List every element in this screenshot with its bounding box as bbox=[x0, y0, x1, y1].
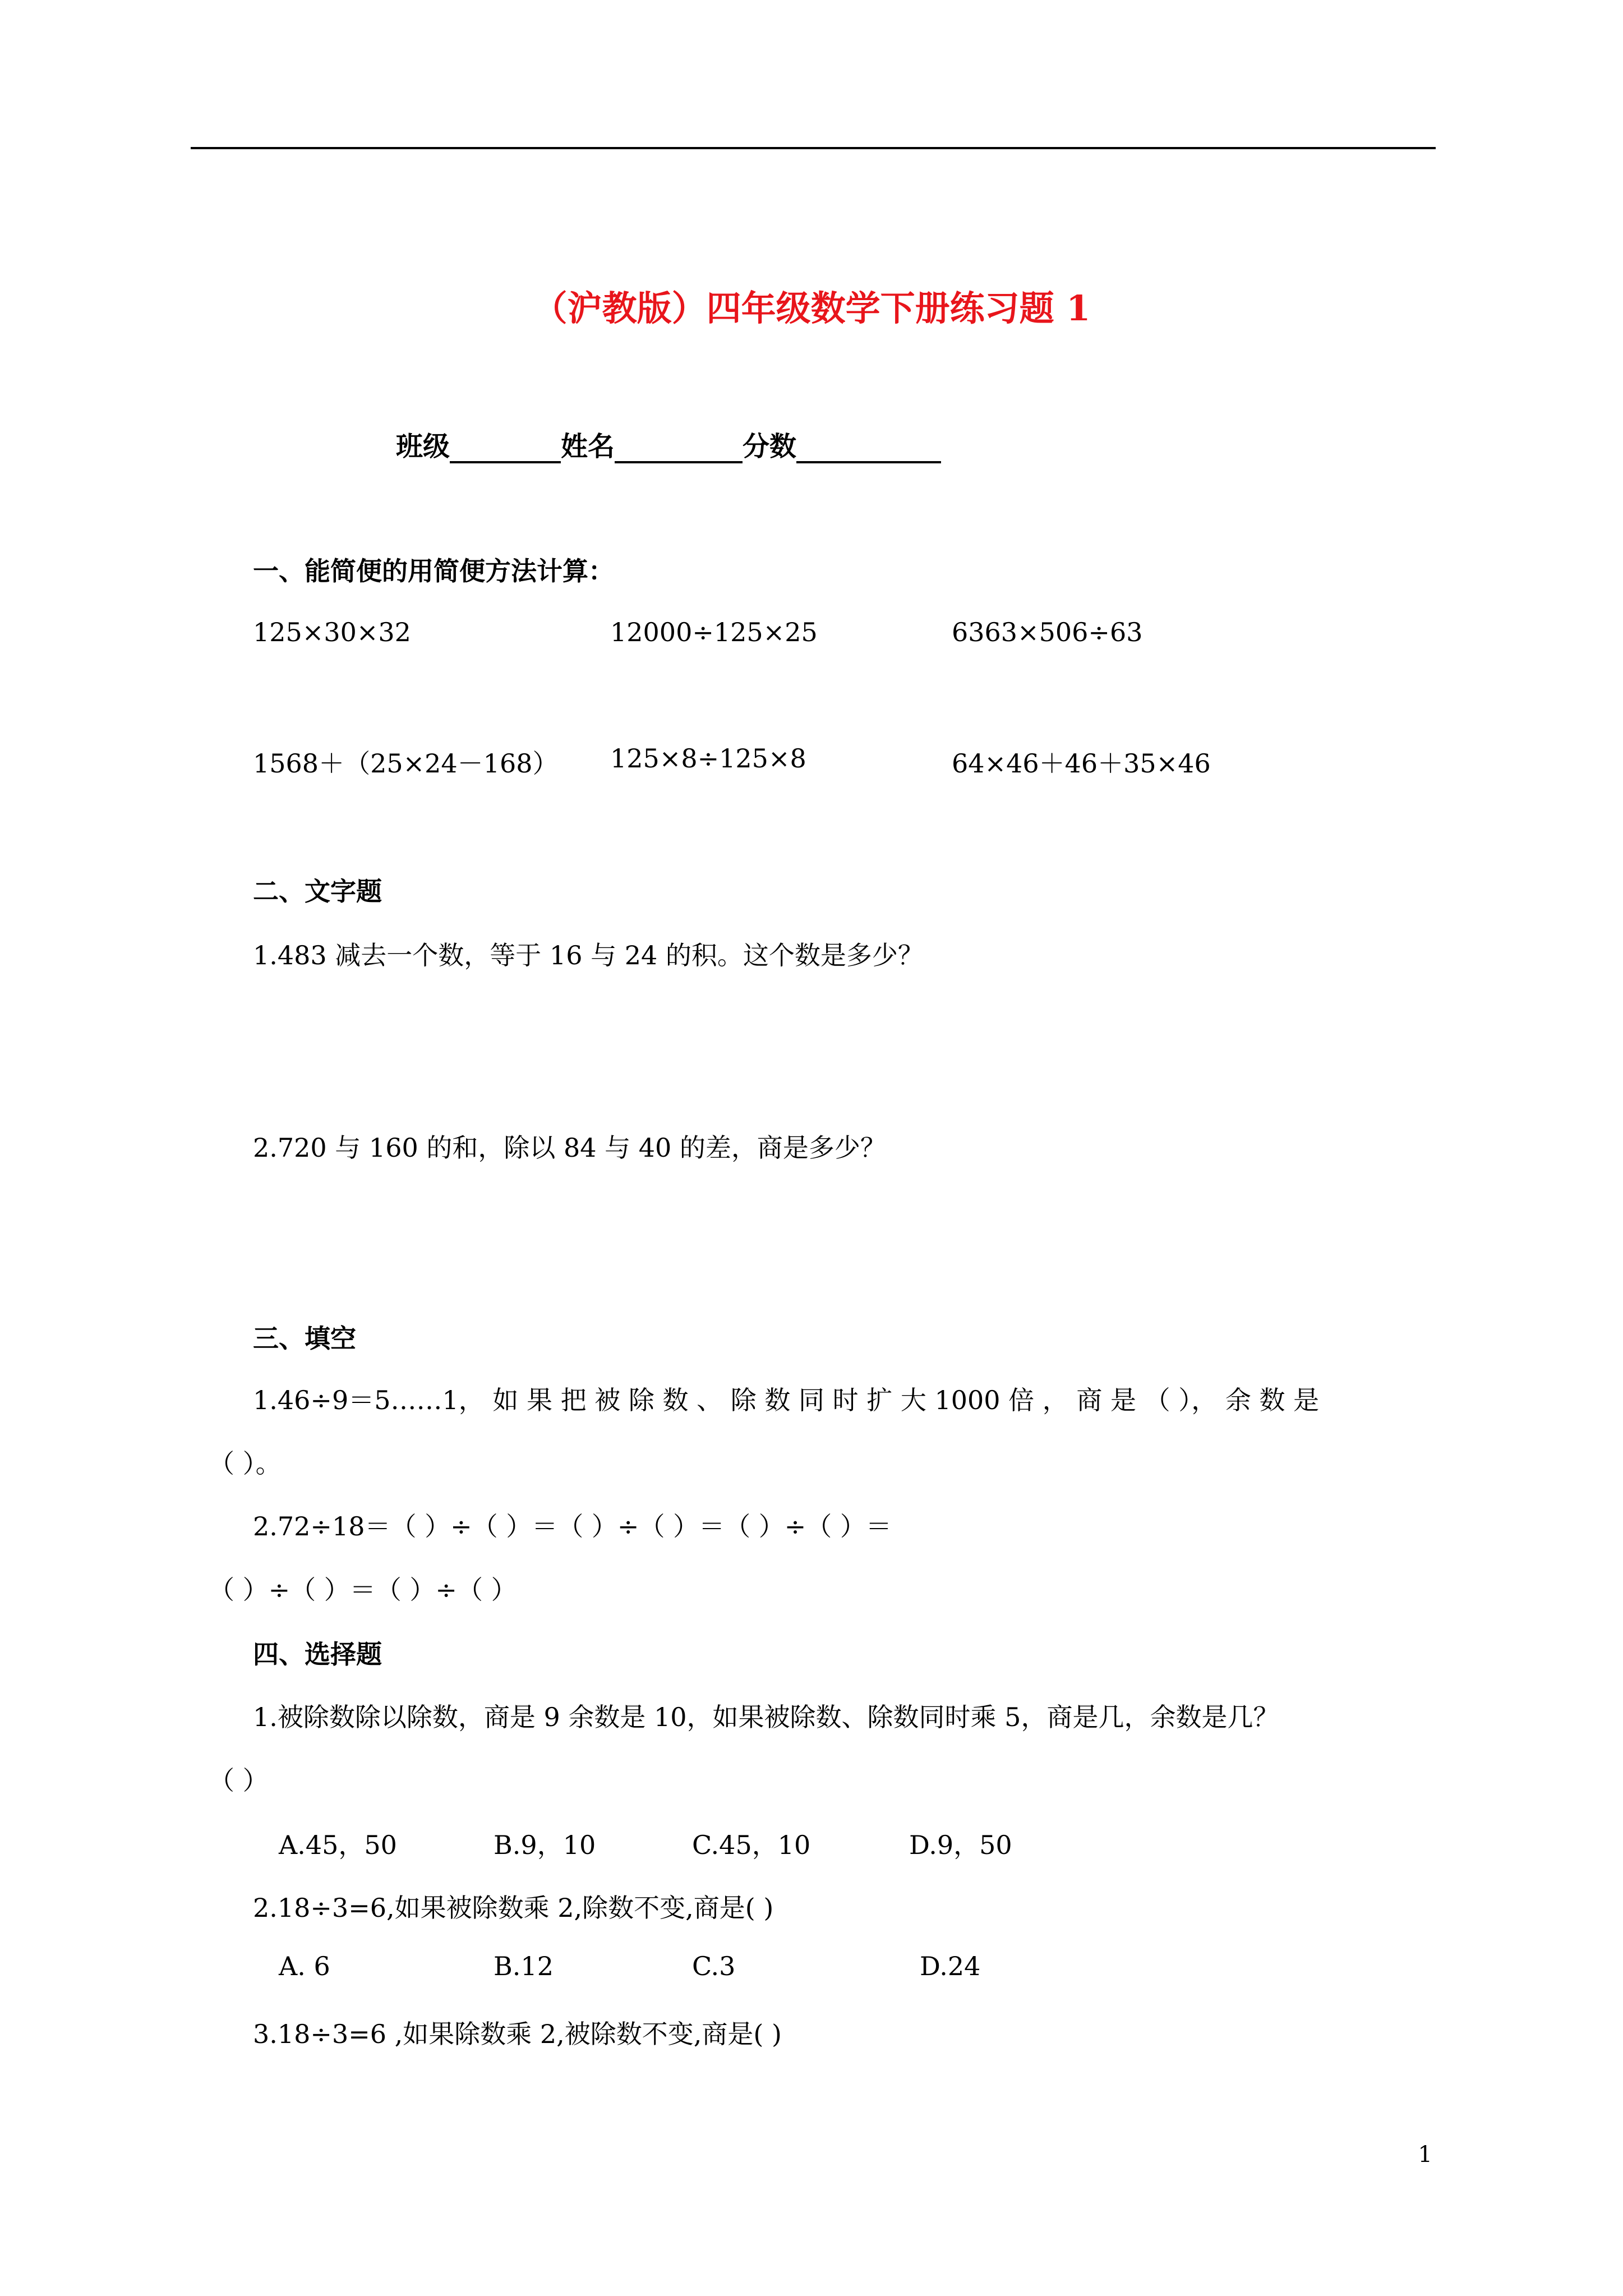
calc-expression: 12000÷125×25 bbox=[610, 617, 818, 647]
word-question: 1.483 减去一个数，等于 16 与 24 的积。这个数是多少？ bbox=[253, 940, 924, 970]
calc-expression: 1568＋（25×24－168） bbox=[253, 748, 559, 779]
fill-question-line: 1.46÷9＝5……1， 如 果 把 被 除 数 、 除 数 同 时 扩 大 1000 倍 ， 商 是 （ ）， 余 数 是 bbox=[253, 1385, 1320, 1415]
name-label: 姓名 bbox=[561, 431, 615, 462]
calc-expression: 6363×506÷63 bbox=[952, 617, 1143, 647]
score-label: 分数 bbox=[743, 431, 797, 462]
score-blank[interactable] bbox=[796, 429, 941, 463]
option-c[interactable]: C.3 bbox=[692, 1951, 736, 1981]
page-number: 1 bbox=[1418, 2142, 1432, 2168]
page-title: （沪教版）四年级数学下册练习题 1 bbox=[532, 288, 1091, 329]
option-b[interactable]: B.12 bbox=[494, 1951, 554, 1981]
section1-heading: 一、能简便的用简便方法计算： bbox=[253, 556, 614, 586]
calc-expression: 125×30×32 bbox=[253, 617, 411, 647]
choice-question: 3.18÷3=6 ,如果除数乘 2,被除数不变,商是( ) bbox=[253, 2019, 782, 2049]
calc-expression: 125×8÷125×8 bbox=[610, 743, 806, 774]
option-b[interactable]: B.9，10 bbox=[494, 1830, 596, 1860]
option-d[interactable]: D.24 bbox=[920, 1951, 981, 1981]
fill-question-line: 2.72÷18＝（ ）÷（ ）＝（ ）÷（ ）＝（ ）÷（ ）＝ bbox=[253, 1511, 892, 1542]
option-d[interactable]: D.9，50 bbox=[909, 1830, 1012, 1860]
answer-bracket: （ ） bbox=[209, 1765, 269, 1796]
fill-question-line: （ ）。 bbox=[209, 1448, 282, 1479]
option-c[interactable]: C.45，10 bbox=[692, 1830, 811, 1860]
section3-heading: 三、填空 bbox=[253, 1323, 356, 1354]
choice-question: 1.被除数除以除数，商是 9 余数是 10，如果被除数、除数同时乘 5，商是几，余数是几？ bbox=[253, 1702, 1279, 1732]
name-blank[interactable] bbox=[615, 429, 743, 463]
option-a[interactable]: A.45，50 bbox=[279, 1830, 397, 1860]
class-label: 班级 bbox=[396, 431, 450, 462]
word-question: 2.720 与 160 的和，除以 84 与 40 的差，商是多少？ bbox=[253, 1133, 886, 1163]
student-info-line bbox=[396, 425, 941, 463]
calc-expression: 64×46＋46＋35×46 bbox=[952, 748, 1211, 779]
option-a[interactable]: A. 6 bbox=[279, 1951, 330, 1981]
choice-question: 2.18÷3=6,如果被除数乘 2,除数不变,商是( ) bbox=[253, 1893, 774, 1923]
section4-heading: 四、选择题 bbox=[253, 1639, 382, 1669]
fill-question-line: （ ）÷（ ）＝（ ）÷（ ） bbox=[209, 1575, 517, 1605]
section2-heading: 二、文字题 bbox=[253, 876, 382, 907]
header-rule bbox=[191, 147, 1436, 149]
class-blank[interactable] bbox=[450, 429, 561, 463]
